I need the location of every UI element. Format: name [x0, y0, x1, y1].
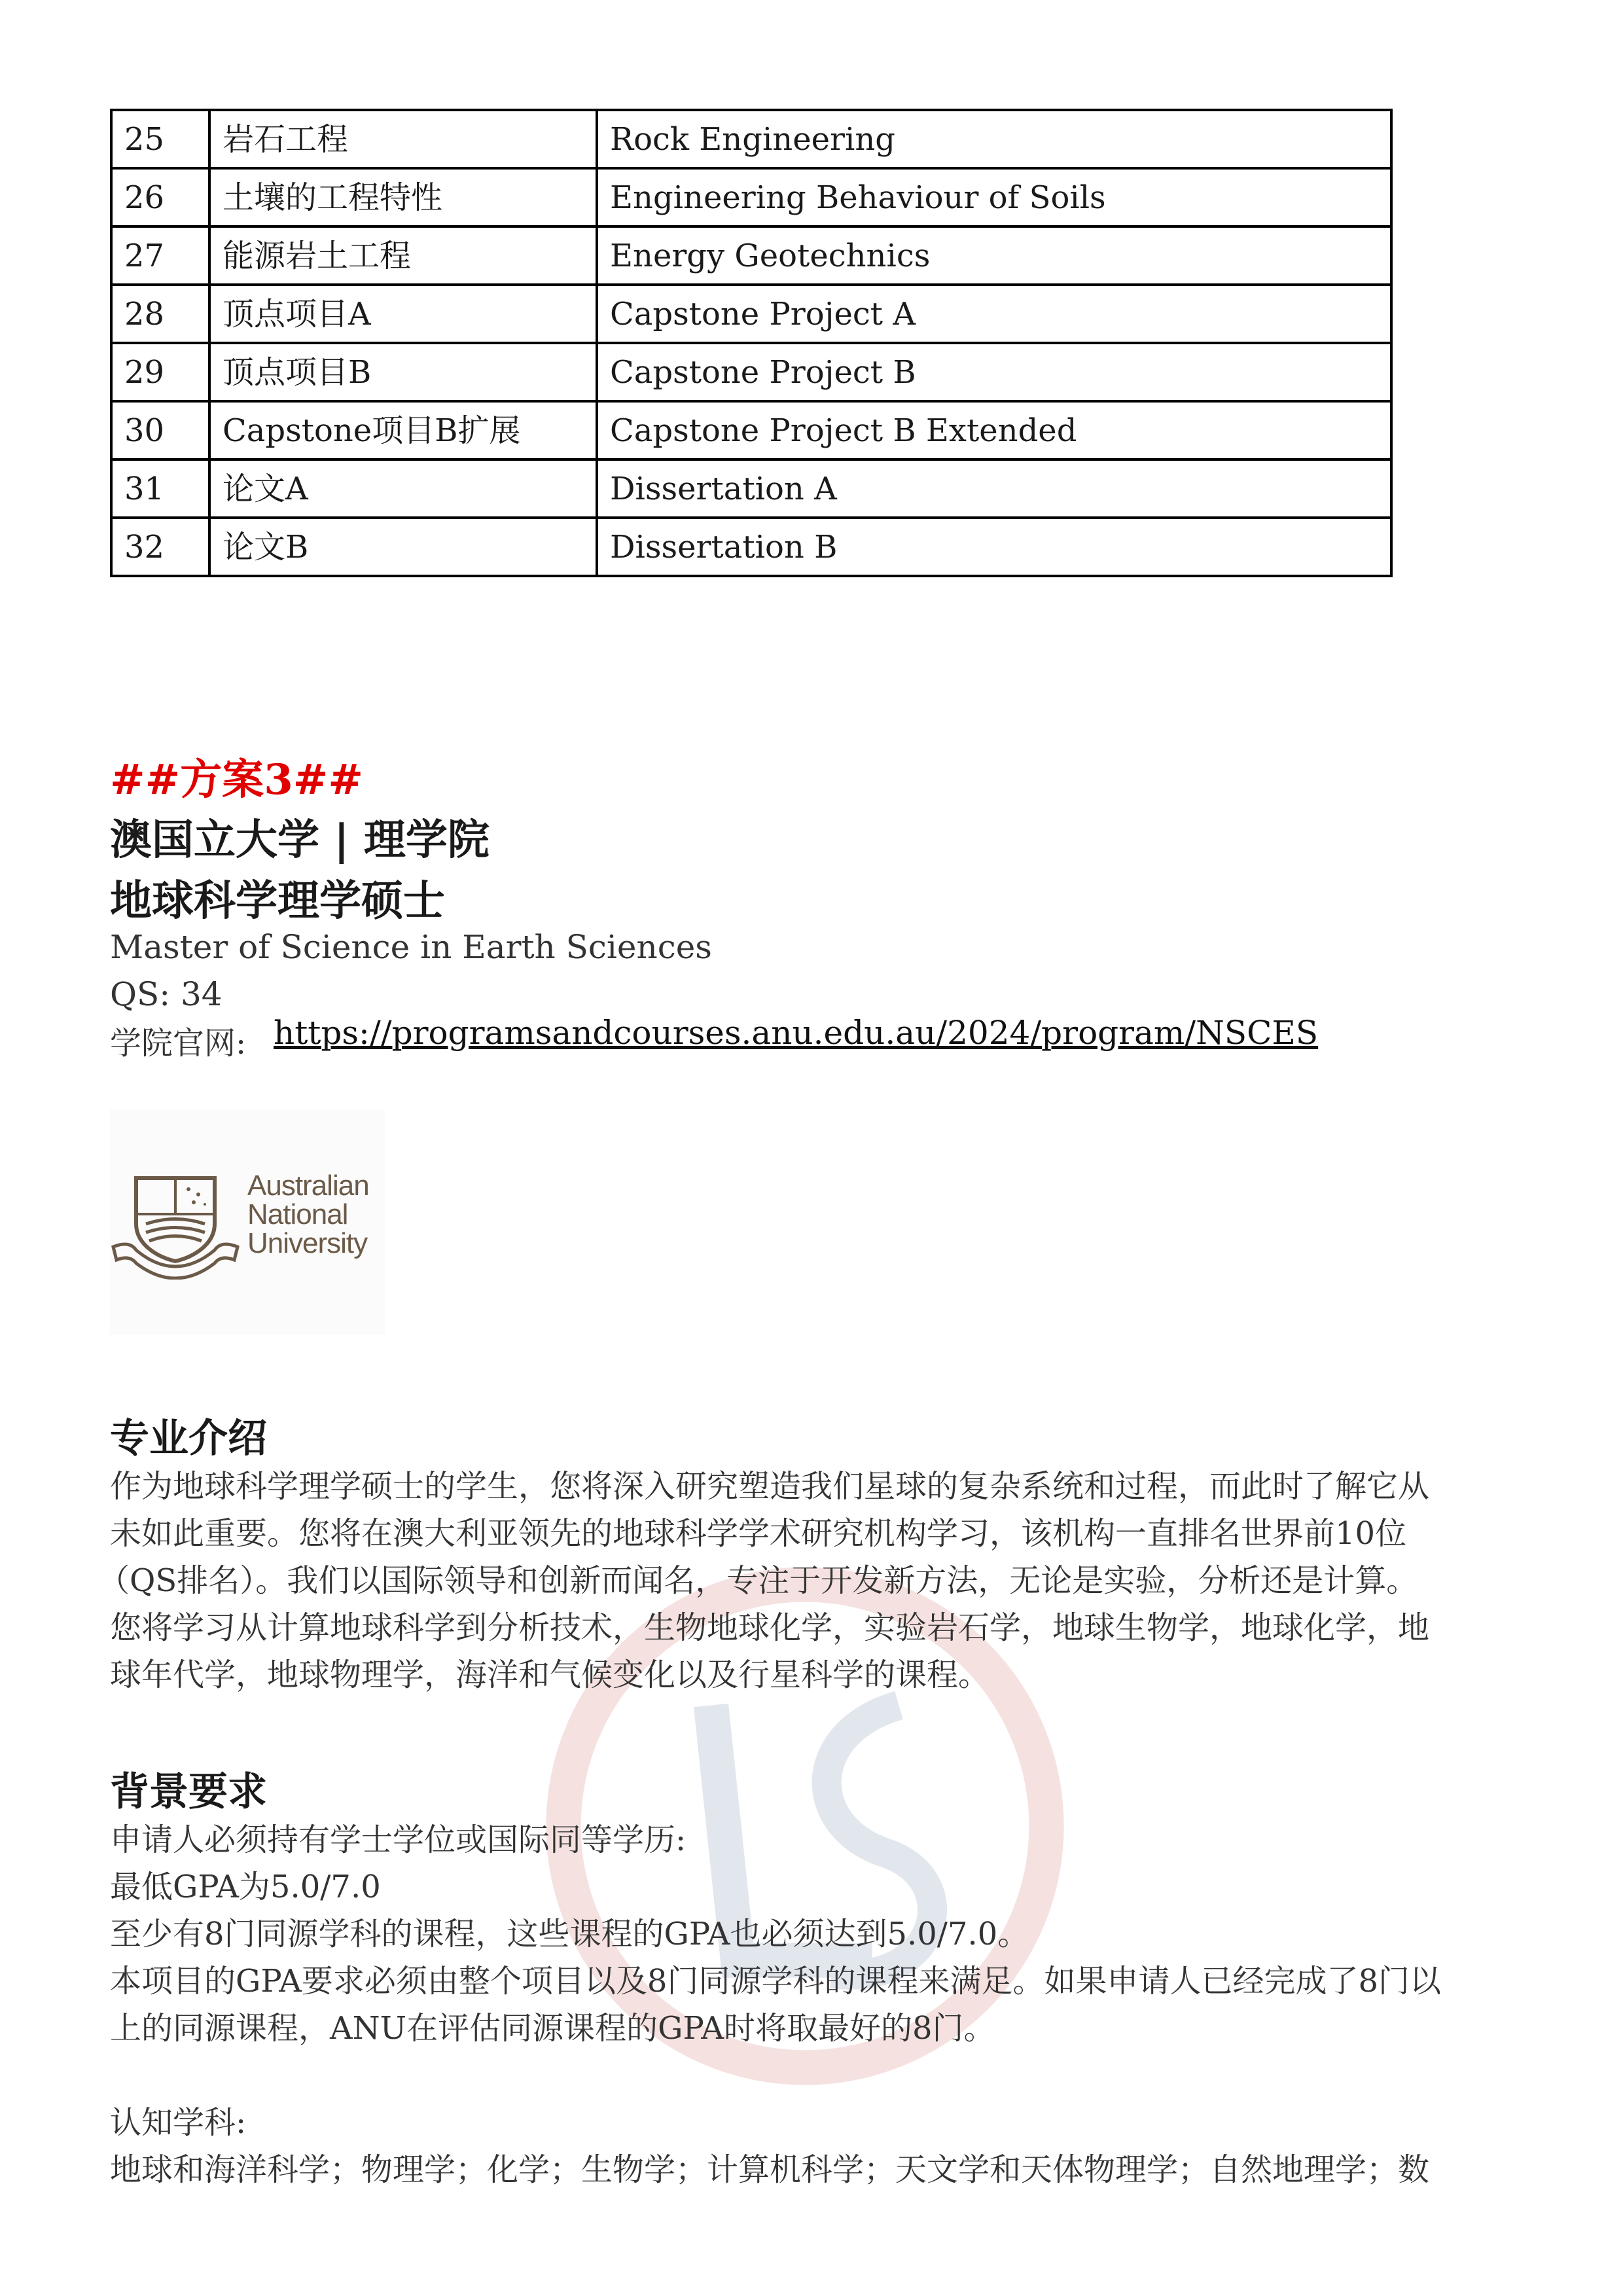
requirement-line: 地球和海洋科学；物理学；化学；生物学；计算机科学；天文学和天体物理学；自然地理学；数 [110, 2151, 1430, 2188]
course-name-en: Dissertation B [597, 518, 1391, 576]
course-number: 32 [111, 518, 209, 576]
requirement-line: 上的同源课程，ANU在评估同源课程的GPA时将取最好的8门。 [110, 2010, 995, 2047]
website-row [110, 1014, 1319, 1063]
course-name-en: Capstone Project A [597, 285, 1391, 343]
intro-line: 未如此重要。您将在澳大利亚领先的地球科学学术研究机构学习，该机构一直排名世界前10位 [110, 1515, 1407, 1552]
requirement-line: 至少有8门同源学科的课程，这些课程的GPA也必须达到5.0/7.0。 [110, 1916, 1029, 1952]
course-name-en: Dissertation A [597, 459, 1391, 518]
logo-line: National [247, 1198, 348, 1230]
university-title: 澳国立大学 | 理学院 [110, 816, 490, 865]
requirements-heading: 背景要求 [110, 1769, 267, 1815]
intro-line: 球年代学，地球物理学，海洋和气候变化以及行星科学的课程。 [110, 1657, 990, 1693]
table-row [111, 168, 1391, 226]
table-row [111, 343, 1391, 401]
course-name-en: Rock Engineering [597, 110, 1391, 168]
table-row [111, 459, 1391, 518]
course-number: 31 [111, 459, 209, 518]
logo-wordmark [247, 1172, 369, 1258]
course-number: 26 [111, 168, 209, 226]
course-name-en: Capstone Project B [597, 343, 1391, 401]
course-number: 27 [111, 226, 209, 285]
course-name-en: Capstone Project B Extended [597, 401, 1391, 459]
course-name-cn: 论文B [209, 518, 597, 576]
course-name-cn: 顶点项目A [209, 285, 597, 343]
website-link[interactable]: https://programsandcourses.anu.edu.au/2024/program/NSCES [274, 1014, 1319, 1052]
course-name-cn: 论文A [209, 459, 597, 518]
intro-line: 您将学习从计算地球科学到分析技术，生物地球化学，实验岩石学，地球生物学，地球化学，地 [110, 1609, 1430, 1646]
intro-line: 作为地球科学理学硕士的学生，您将深入研究塑造我们星球的复杂系统和过程，而此时了解它从 [110, 1468, 1430, 1505]
table-row [111, 518, 1391, 576]
requirement-line: 认知学科: [110, 2104, 247, 2141]
anu-crest-icon [110, 1168, 241, 1280]
course-number: 30 [111, 401, 209, 459]
logo-line: Australian [247, 1170, 369, 1202]
requirement-line: 最低GPA为5.0/7.0 [110, 1869, 381, 1905]
table-row [111, 401, 1391, 459]
intro-heading: 专业介绍 [110, 1416, 267, 1462]
course-name-cn: 岩石工程 [209, 110, 597, 168]
course-number: 29 [111, 343, 209, 401]
course-number: 25 [111, 110, 209, 168]
qs-ranking: QS: 34 [110, 975, 223, 1013]
course-name-en: Energy Geotechnics [597, 226, 1391, 285]
table-row [111, 285, 1391, 343]
anu-logo [110, 1109, 385, 1335]
course-name-cn: 顶点项目B [209, 343, 597, 401]
degree-title: 地球科学理学硕士 [110, 876, 445, 925]
course-name-en: Engineering Behaviour of Soils [597, 168, 1391, 226]
degree-english-name: Master of Science in Earth Sciences [110, 928, 712, 966]
intro-line: （QS排名）。我们以国际领导和创新而闻名，专注于开发新方法，无论是实验，分析还是计算。 [98, 1562, 1418, 1599]
table-row [111, 226, 1391, 285]
course-name-cn: 土壤的工程特性 [209, 168, 597, 226]
course-name-cn: 能源岩土工程 [209, 226, 597, 285]
requirement-line: 申请人必须持有学士学位或国际同等学历: [110, 1821, 687, 1858]
course-name-cn: Capstone项目B扩展 [209, 401, 597, 459]
plan-title: ##方案3## [110, 755, 364, 804]
course-number: 28 [111, 285, 209, 343]
table-row [111, 110, 1391, 168]
course-table [110, 109, 1393, 577]
website-label: 学院官网: [110, 1025, 247, 1062]
logo-line: University [247, 1227, 368, 1259]
requirement-line: 本项目的GPA要求必须由整个项目以及8门同源学科的课程来满足。如果申请人已经完成了8门以 [110, 1963, 1441, 2000]
